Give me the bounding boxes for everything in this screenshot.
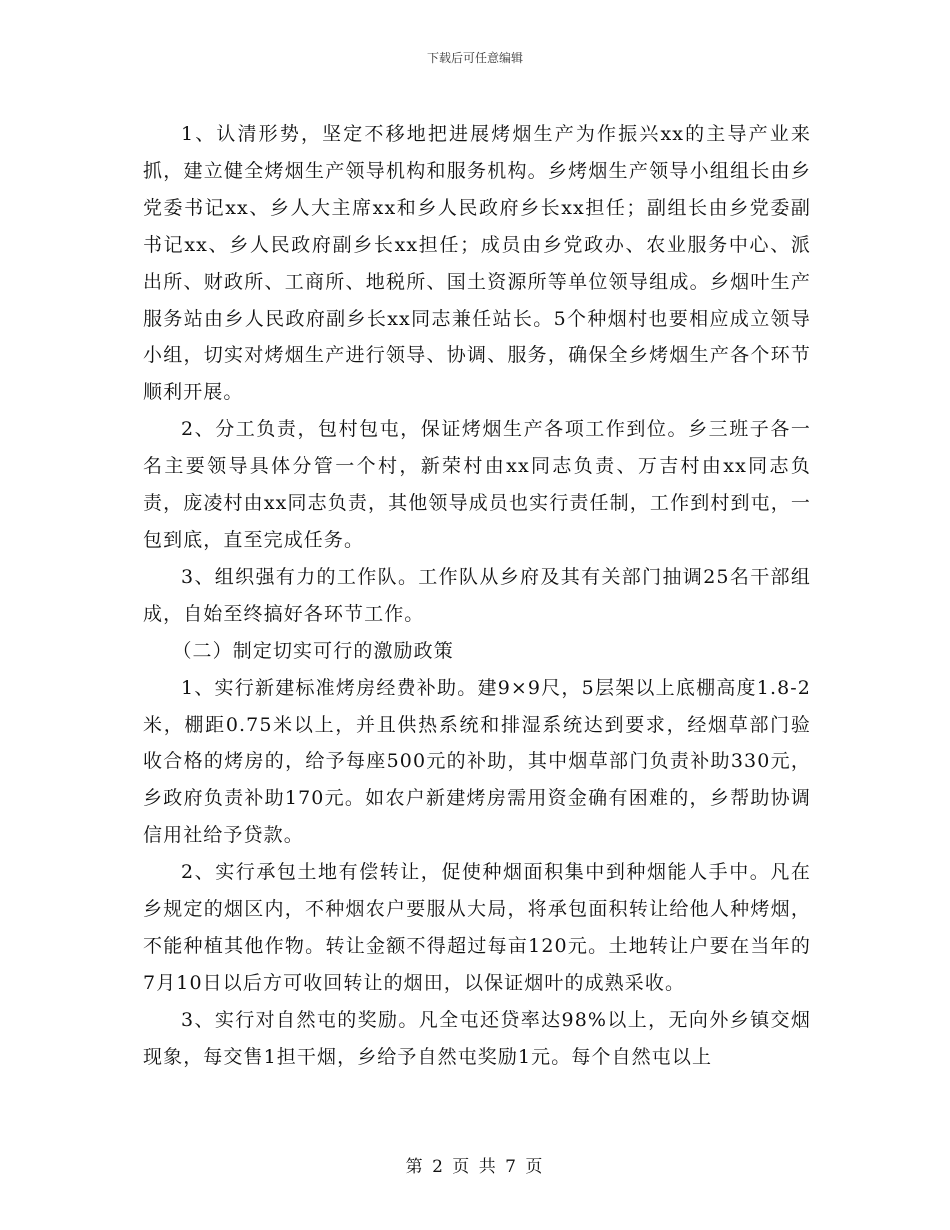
document-body	[143, 116, 811, 1076]
paragraph-4: 1、实行新建标准烤房经费补助。建9×9尺，5层架以上底棚高度1.8-2米，棚距0.75米以上，并且供热系统和排湿系统达到要求，经烟草部门验收合格的烤房的，给予每座500元的补助，其中烟草部门负责补助330元，乡政府负责补助170元。如农户新建烤房需用资金确有困难的，乡帮助协调信用社给予贷款。	[143, 676, 811, 847]
footer-current-page: 2	[432, 1157, 445, 1177]
page-footer	[0, 1156, 950, 1178]
paragraph-1: 1、认清形势，坚定不移地把进展烤烟生产为作振兴xx的主导产业来抓，建立健全烤烟生产领导机构和服务机构。乡烤烟生产领导小组组长由乡党委书记xx、乡人大主席xx和乡人民政府乡长xx担任；副组长由乡党委副书记xx、乡人民政府副乡长xx担任；成员由乡党政办、农业服务中心、派出所、财政所、工商所、地税所、国土资源所等单位领导组成。乡烟叶生产服务站由乡人民政府副乡长xx同志兼任站长。5个种烟村也要相应成立领导小组，切实对烤烟生产进行领导、协调、服务，确保全乡烤烟生产各个环节顺利开展。	[143, 123, 811, 404]
paragraph-6: 3、实行对自然屯的奖励。凡全屯还贷率达98%以上，无向外乡镇交烟现象，每交售1担干烟，乡给予自然屯奖励1元。每个自然屯以上	[143, 1008, 811, 1068]
paragraph-3: 3、组织强有力的工作队。工作队从乡府及其有关部门抽调25名干部组成，自始至终搞好各环节工作。	[143, 565, 811, 625]
footer-label-gong: 共	[478, 1157, 498, 1177]
footer-label-ye-end: 页	[525, 1157, 545, 1177]
footer-label-di: 第	[405, 1157, 425, 1177]
footer-label-ye: 页	[452, 1157, 472, 1177]
section-heading: （二）制定切实可行的激励政策	[172, 639, 454, 662]
paragraph-2: 2、分工负责，包村包屯，保证烤烟生产各项工作到位。乡三班子各一名主要领导具体分管一个村，新荣村由xx同志负责、万吉村由xx同志负责，庞凌村由xx同志负责，其他领导成员也实行责任制，工作到村到屯，一包到底，直至完成任务。	[143, 418, 811, 551]
page-header	[0, 50, 950, 66]
footer-total-pages: 7	[505, 1157, 518, 1177]
paragraph-5: 2、实行承包土地有偿转让，促使种烟面积集中到种烟能人手中。凡在乡规定的烟区内，不种烟农户要服从大局，将承包面积转让给他人种烤烟，不能种植其他作物。转让金额不得超过每亩120元。土地转让户要在当年的7月10日以后方可收回转让的烟田，以保证烟叶的成熟采收。	[143, 861, 811, 994]
header-text: 下载后可任意编辑	[426, 51, 523, 65]
